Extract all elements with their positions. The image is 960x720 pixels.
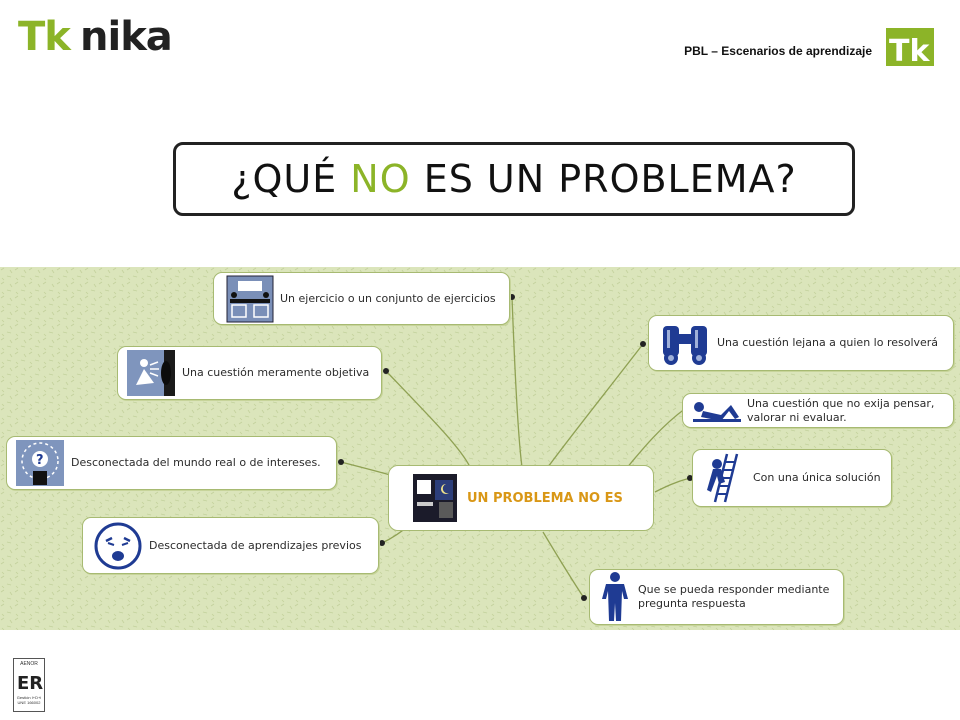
slide-title — [173, 142, 855, 216]
center-node — [388, 465, 654, 531]
branch-label: Un ejercicio o un conjunto de ejercicios — [280, 291, 496, 305]
branch-label: Una cuestión meramente objetiva — [182, 366, 370, 379]
classroom-desk-icon — [226, 275, 274, 323]
svg-text:Tk: Tk — [889, 34, 930, 66]
branch-label: Con una única solución — [753, 471, 881, 484]
svg-text:ER: ER — [17, 673, 44, 693]
center-node-label: UN PROBLEMA NO ES — [467, 490, 623, 506]
branch-label: Desconectada del mundo real o de intereses. — [71, 456, 321, 469]
reclining-person-icon — [691, 399, 743, 423]
branch-node-distant — [648, 315, 954, 371]
branch-node-objective — [117, 346, 382, 400]
title-highlight: NO — [350, 157, 411, 201]
branch-label: Desconectada de aprendizajes previos — [149, 538, 362, 552]
branch-node-prior-learning — [82, 517, 379, 574]
branch-node-exercises — [213, 272, 510, 325]
mind-map — [0, 267, 960, 630]
binoculars-icon — [659, 320, 711, 366]
svg-text:?: ? — [36, 453, 44, 468]
tknika-logo — [18, 16, 200, 56]
svg-text:nika: nika — [80, 16, 172, 56]
climbing-ladder-icon — [705, 452, 745, 504]
question-head-icon — [15, 439, 65, 487]
svg-text:Tk: Tk — [18, 16, 70, 56]
standing-person-icon — [600, 571, 630, 623]
yawning-face-icon — [93, 521, 143, 571]
branch-node-question-answer — [589, 569, 844, 625]
presentation-subtitle: PBL – Escenarios de aprendizaje — [684, 44, 872, 58]
tk-brand-mark — [886, 28, 934, 66]
speaker-person-icon — [126, 349, 176, 397]
branch-node-no-thinking — [682, 393, 954, 428]
er-mark-icon — [14, 669, 44, 693]
night-window-icon — [411, 472, 459, 524]
branch-label: Una cuestión lejana a quien lo resolverá — [717, 336, 939, 349]
title-suffix: ES UN PROBLEMA? — [410, 157, 797, 201]
branch-label: Una cuestión que no exija pensar, valorar ni evaluar. — [747, 396, 935, 424]
aenor-er-badge: AENOR ER Gestión I+D+i UNE 166002 — [13, 658, 45, 712]
title-prefix: ¿QUÉ — [231, 157, 351, 201]
branch-node-disconnected-world — [6, 436, 337, 490]
branch-label: Que se pueda responder mediante pregunta respuesta — [638, 583, 830, 610]
branch-node-single-solution — [692, 449, 892, 507]
